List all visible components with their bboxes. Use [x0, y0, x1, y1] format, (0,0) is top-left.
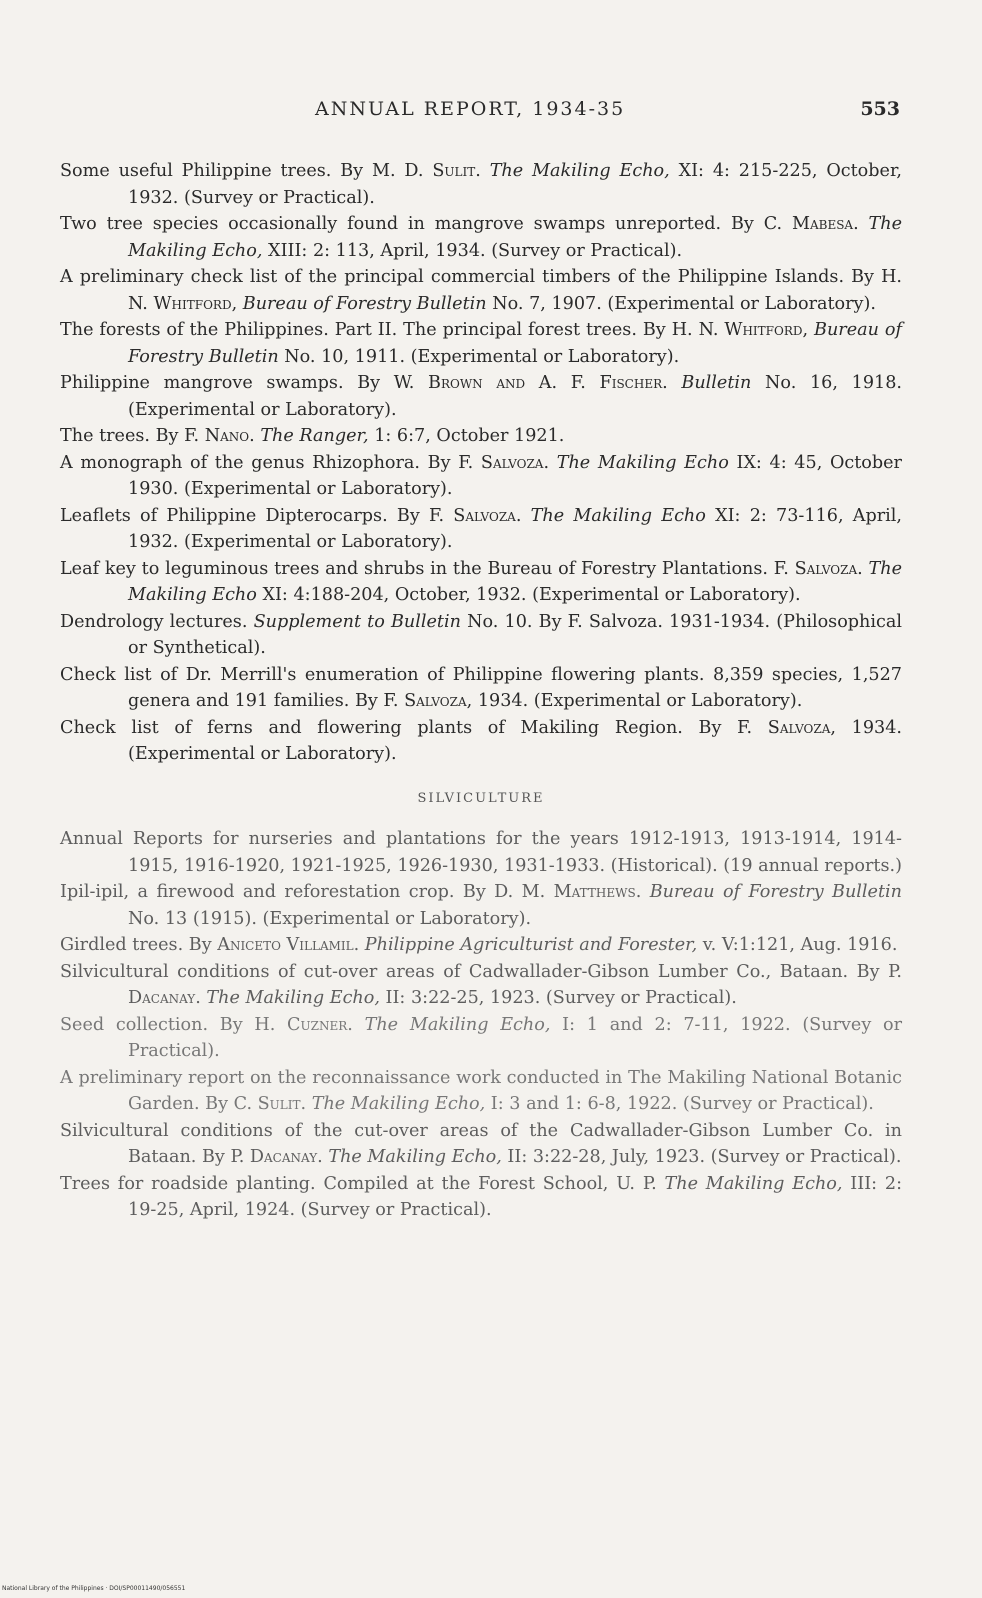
entry-author: F. Nano.: [184, 426, 255, 446]
entry-details: I: 3 and 1: 6-8, 1922. (Survey or Practical).: [485, 1094, 874, 1114]
entry-author: H. N. Whitford,: [671, 320, 809, 340]
entry-source: The Ranger,: [260, 426, 369, 446]
entry-author: C. Mabesa.: [763, 214, 859, 234]
entry-details: XI: 4: 215-225, October, 1932. (Survey or Practical).: [128, 161, 903, 208]
entry-author: D. M. Matthews.: [494, 882, 642, 902]
entry-details: No. 10. By F. Salvoza. 1931-1934. (Philosophical or Synthetical).: [128, 611, 902, 658]
entry-title: Two tree species occasionally found in mangrove swamps unreported. By: [60, 214, 764, 234]
entry-title: The trees. By: [60, 426, 185, 446]
entry-author: F. Salvoza.: [458, 452, 550, 473]
bibliography-entry: [60, 264, 902, 317]
entry-title: A preliminary report on the reconnaissance work conducted in The Makiling National Botanic Garden. By: [60, 1067, 902, 1114]
entry-author: F. Salvoza.: [428, 505, 522, 526]
entry-author: F. Salvoza.: [773, 558, 863, 579]
bibliography-entry: [60, 662, 902, 715]
entry-title: Girdled trees. By: [60, 935, 218, 955]
bibliography-entry: [60, 211, 902, 264]
entry-title: Leaflets of Philippine Dipterocarps. By: [60, 505, 429, 526]
entry-title: Silvicultural conditions of the cut-over areas of the Cadwallader-Gibson Lumber Co. in Bataan. By: [60, 1120, 902, 1167]
entry-author: F. Salvoza,: [383, 691, 473, 711]
bibliography-entry: [60, 450, 902, 503]
entry-details: IX: 4: 45, October 1930. (Experimental or Laboratory).: [128, 452, 902, 499]
entry-title: Dendrology lectures.: [60, 611, 254, 632]
entry-source: Philippine Agriculturist and Forester,: [364, 935, 698, 955]
entry-title: Ipil-ipil, a firewood and reforestation crop. By: [60, 882, 495, 902]
entry-details: XI: 4:188-204, October, 1932. (Experimental or Laboratory).: [256, 585, 801, 605]
entry-details: III: 2: 19-25, April, 1924. (Survey or Practical).: [128, 1173, 903, 1220]
bibliography-entry: [60, 503, 902, 556]
entry-source: The Makiling Echo,: [489, 161, 670, 181]
bibliography-entry: [60, 932, 902, 959]
bibliography-entry: [60, 556, 902, 609]
entries-list-b: [60, 826, 902, 1224]
entry-title: Philippine mangrove swamps. By: [60, 373, 394, 393]
bibliography-entry: [60, 879, 902, 932]
bibliography-entry: [60, 1012, 902, 1065]
entry-title: Silvicultural conditions of cut-over areas of Cadwallader-Gibson Lumber Co., Bataan. By: [60, 961, 889, 982]
entry-details: 1: 6:7, October 1921.: [368, 426, 565, 446]
entry-details: 1934. (Experimental or Laboratory).: [128, 717, 902, 764]
entry-source: The Makiling Echo: [556, 452, 729, 473]
entry-details: No. 7, 1907. (Experimental or Laboratory).: [486, 293, 876, 314]
entry-details: v. V:1:121, Aug. 1916.: [697, 935, 898, 955]
entry-title: The forests of the Philippines. Part II. The principal forest trees. By: [60, 320, 672, 340]
entry-source: The Makiling Echo: [128, 558, 903, 605]
bibliography-entry: [60, 158, 902, 211]
entry-title: Check list of ferns and flowering plants of Makiling Region. By: [60, 717, 738, 738]
section-heading: SILVICULTURE: [417, 790, 545, 806]
entry-source: Bureau of Forestry Bulletin: [242, 293, 487, 314]
entry-details: XIII: 2: 113, April, 1934. (Survey or Practical).: [262, 240, 683, 261]
entry-source: Bureau of Forestry Bulletin: [128, 320, 903, 367]
running-title: ANNUAL REPORT, 1934-35: [315, 98, 626, 120]
entry-title: A preliminary check list of the principal commercial timbers of the Philippine Islands. By: [60, 267, 882, 287]
bibliography-entry: [60, 959, 902, 1012]
entry-details: 1934. (Experimental or Laboratory).: [472, 691, 803, 711]
entry-details: II: 3:22-28, July, 1923. (Survey or Practical).: [501, 1147, 902, 1167]
entry-source: Supplement to Bulletin: [253, 611, 461, 632]
entry-source: Bulletin: [681, 373, 752, 393]
bibliography-entry: [60, 1171, 902, 1224]
entry-details: II: 3:22-25, 1923. (Survey or Practical).: [379, 988, 737, 1008]
bibliography: [60, 158, 902, 1224]
bibliography-entry: [60, 1118, 902, 1171]
entry-author: M. D. Sulit.: [371, 161, 481, 181]
bibliography-entry: [60, 609, 902, 662]
entry-source: The Makiling Echo,: [328, 1147, 502, 1167]
entry-source: The Makiling Echo,: [311, 1094, 486, 1114]
entry-title: Check list of Dr. Merrill's enumeration of Philippine flowering plants. 8,359 species, 1,527 genera and 191 families. By: [60, 664, 902, 711]
bibliography-entry: [60, 826, 902, 879]
entry-title: Annual Reports for nurseries and plantations for the years 1912-1913, 1913-1914, 1914-1915, 1916-1920, 1921-1925, 1926-1930, 1931-1933. (Historical). (19 annual reports.): [60, 829, 902, 876]
entry-title: Trees for roadside planting. Compiled at the Forest School, U. P.: [60, 1173, 665, 1194]
bibliography-entry: [60, 423, 902, 450]
entry-details: No. 10, 1911. (Experimental or Laboratory).: [278, 346, 680, 367]
entry-author: W. Brown and A. F. Fischer.: [393, 373, 668, 393]
page-header: [60, 98, 900, 128]
entry-source: The Makiling Echo,: [206, 988, 380, 1008]
page-number: 553: [860, 98, 900, 120]
entry-author: Aniceto Villamil.: [217, 935, 360, 955]
entry-author: H. N. Whitford,: [128, 267, 902, 314]
bibliography-entry: [60, 715, 902, 768]
entry-details: No. 16, 1918. (Experimental or Laboratory).: [128, 373, 902, 420]
scan-footer-caption: National Library of the Philippines · DOI/SP00011490/056551: [2, 1585, 186, 1592]
entry-source: The Makiling Echo: [530, 505, 706, 526]
entry-title: Some useful Philippine trees. By: [60, 161, 372, 181]
bibliography-entry: [60, 1065, 902, 1118]
entry-details: XI: 2: 73-116, April, 1932. (Experimental or Laboratory).: [128, 505, 902, 552]
entry-title: Seed collection. By: [60, 1014, 255, 1035]
entry-details: No. 13 (1915). (Experimental or Laboratory).: [128, 908, 532, 929]
entry-author: H. Cuzner.: [254, 1014, 353, 1035]
entry-source: The Makiling Echo,: [128, 214, 903, 261]
entry-details: I: 1 and 2: 7-11, 1922. (Survey or Practical).: [128, 1014, 903, 1061]
entry-source: The Makiling Echo,: [664, 1173, 843, 1194]
entry-author: P. Dacanay.: [230, 1147, 323, 1167]
entry-source: Bureau of Forestry Bulletin: [649, 882, 902, 902]
entry-author: F. Salvoza,: [737, 717, 836, 738]
bibliography-entry: [60, 370, 902, 423]
entry-source: The Makiling Echo,: [364, 1014, 551, 1035]
bibliography-entry: [60, 317, 902, 370]
entry-author: P. Dacanay.: [128, 961, 902, 1008]
entries-list-a: [60, 158, 902, 768]
entry-title: Leaf key to leguminous trees and shrubs in the Bureau of Forestry Plantations.: [60, 558, 774, 579]
entry-title: A monograph of the genus Rhizophora. By: [60, 452, 459, 473]
entry-author: C. Sulit.: [233, 1094, 307, 1114]
